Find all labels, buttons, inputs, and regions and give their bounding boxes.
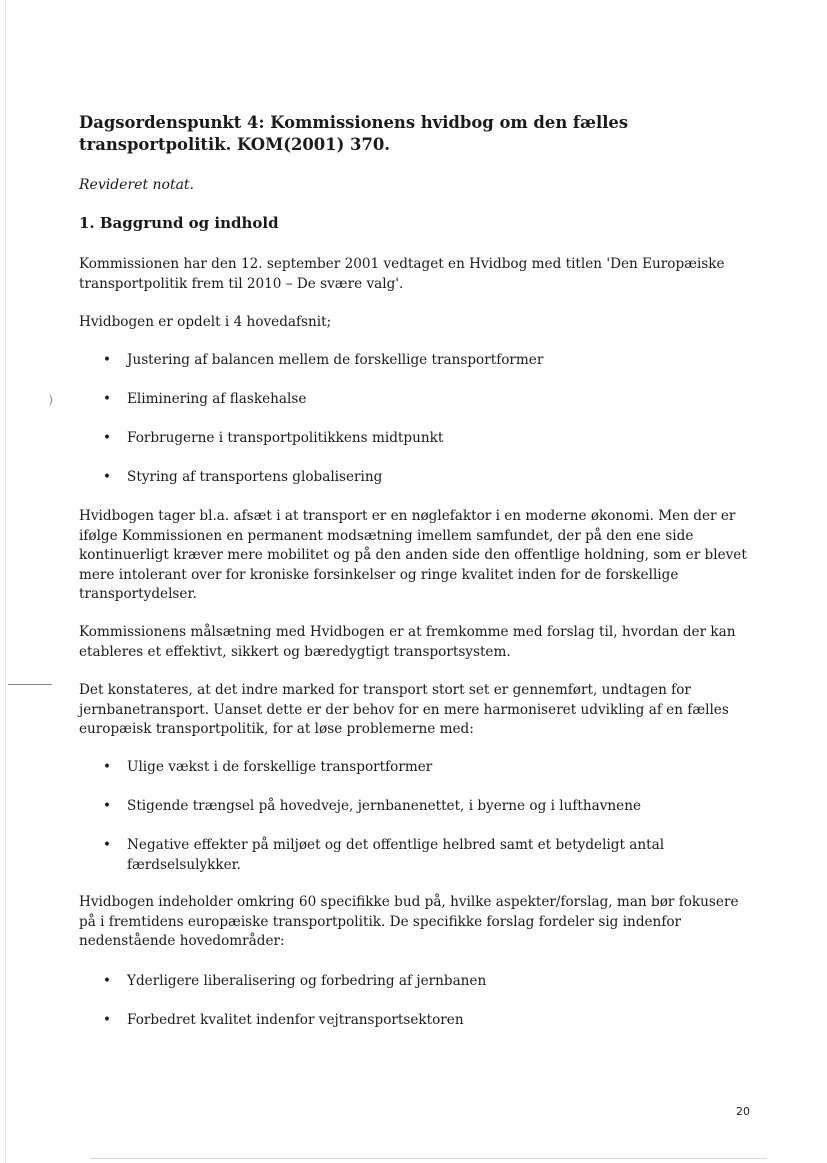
- bullet-icon: •: [103, 352, 112, 368]
- list-item-text: Forbrugerne i transportpolitikkens midtpunkt: [127, 430, 444, 446]
- section-heading: 1. Baggrund og indhold: [79, 214, 279, 232]
- paragraph-goal: Kommissionens målsætning med Hvidbogen er at fremkomme med forslag til, hvordan der kan etableres et effektivt, sikkert og bæredygtigt transportsystem.: [79, 624, 736, 660]
- list-item-text: Stigende trængsel på hovedveje, jernbanenettet, i byerne og i lufthavnene: [127, 798, 642, 814]
- scan-bracket-mark: ⁾: [48, 392, 54, 417]
- page-number: 20: [736, 1105, 750, 1118]
- document-body: [79, 112, 749, 1028]
- bullet-icon: •: [103, 391, 112, 407]
- scan-dash-mark: [8, 684, 52, 685]
- bullet-icon: •: [103, 430, 112, 446]
- bullet-icon: •: [103, 1012, 112, 1028]
- list-item-text: Styring af transportens globalisering: [127, 469, 383, 485]
- bullet-icon: •: [103, 469, 112, 485]
- document-subtitle: Revideret notat.: [79, 177, 195, 193]
- paragraph-proposals: Hvidbogen indeholder omkring 60 specifikke bud på, hvilke aspekter/forslag, man bør fokusere på i fremtidens europæiske transportpolitik. De specifikke forslag fordeler sig indenfor nedenstående hovedområder:: [79, 894, 739, 949]
- list-item-text: Yderligere liberalisering og forbedring af jernbanen: [127, 973, 487, 989]
- bullet-icon: •: [103, 798, 112, 814]
- bullet-icon: •: [103, 973, 112, 989]
- list-item-text: Justering af balancen mellem de forskellige transportformer: [127, 352, 544, 368]
- bullet-icon: •: [103, 759, 112, 775]
- bullet-icon: •: [103, 837, 112, 853]
- list-item-text: Forbedret kvalitet indenfor vejtransportsektoren: [127, 1012, 464, 1028]
- scan-bottom-line: [90, 1158, 767, 1159]
- scan-margin-line: [5, 0, 6, 1163]
- paragraph-internal-market: Det konstateres, at det indre marked for transport stort set er gennemført, undtagen for jernbanetransport. Uanset dette er der behov for en mere harmoniseret udvikling af en fælles europæisk transportpolitik, for at løse problemerne med:: [79, 682, 729, 737]
- document-title: Dagsordenspunkt 4: Kommissionens hvidbog om den fælles transportpolitik. KOM(2001) 370.: [79, 113, 629, 154]
- paragraph-context: Hvidbogen tager bl.a. afsæt i at transport er en nøglefaktor i en moderne økonomi. Men der er ifølge Kommissionen en permanent modsætning imellem samfundet, der på den ene side kontinuerligt kræver mere mobilitet og på den anden side den offentlige holdning, som er blevet mere intolerant over for kroniske forsinkelser og ringe kvalitet inden for de forskellige transportydelser.: [79, 508, 747, 602]
- list-item-text: Negative effekter på miljøet og det offentlige helbred samt et betydeligt antal færdselsulykker.: [127, 837, 665, 873]
- list-item-text: Ulige vækst i de forskellige transportformer: [127, 759, 433, 775]
- paragraph-sections-lead: Hvidbogen er opdelt i 4 hovedafsnit;: [79, 314, 332, 330]
- list-item-text: Eliminering af flaskehalse: [127, 391, 307, 407]
- paragraph-intro: Kommissionen har den 12. september 2001 vedtaget en Hvidbog med titlen 'Den Europæiske transportpolitik frem til 2010 – De svære valg'.: [79, 256, 725, 292]
